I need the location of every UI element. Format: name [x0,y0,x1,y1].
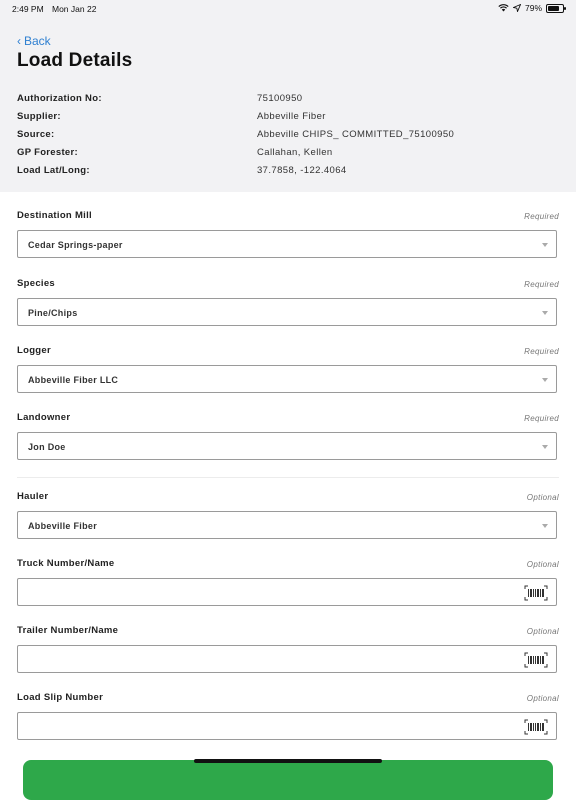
wifi-icon [498,4,509,12]
back-label: Back [24,34,51,48]
logger-select[interactable] [17,365,557,393]
species-hint: Required [524,280,559,289]
load-slip-label: Load Slip Number [17,692,104,703]
page-title: Load Details [17,50,133,71]
load-info [17,89,557,179]
hauler-value: Abbeville Fiber [28,521,98,531]
info-row-source [17,125,557,143]
chevron-left-icon: ‹ [17,34,21,48]
section-divider [17,477,559,478]
info-value: Abbeville CHIPS_ COMMITTED_75100950 [257,128,455,140]
info-row-forester [17,143,557,161]
truck-input[interactable] [17,578,557,606]
location-arrow-icon [513,4,521,12]
hauler-hint: Optional [526,493,559,502]
info-value: Callahan, Kellen [257,146,333,158]
status-bar [0,0,576,18]
trailer-input[interactable] [17,645,557,673]
battery-fill [548,6,559,11]
truck-hint: Optional [526,560,559,569]
hauler-label: Hauler [17,491,49,502]
landowner-hint: Required [524,414,559,423]
status-right [498,3,564,13]
barcode-scan-icon[interactable] [524,719,548,735]
species-label: Species [17,278,56,289]
primary-action-button[interactable] [23,760,553,800]
truck-label: Truck Number/Name [17,558,115,569]
battery-icon [546,4,564,13]
destination-mill-value: Cedar Springs-paper [28,240,123,250]
hauler-select[interactable] [17,511,557,539]
logger-hint: Required [524,347,559,356]
destination-mill-label: Destination Mill [17,210,92,221]
info-row-latlong [17,161,557,179]
status-date: Mon Jan 22 [52,4,97,14]
info-key: Supplier: [17,110,61,122]
info-row-authorization [17,89,557,107]
home-indicator [194,759,382,763]
info-row-supplier [17,107,557,125]
info-key: Source: [17,128,55,140]
landowner-select[interactable] [17,432,557,460]
info-key: GP Forester: [17,146,78,158]
landowner-label: Landowner [17,412,71,423]
chevron-down-icon [542,445,548,449]
battery-percent: 79% [524,3,542,13]
destination-mill-select[interactable] [17,230,557,258]
barcode-scan-icon[interactable] [524,585,548,601]
info-key: Authorization No: [17,92,102,104]
chevron-down-icon [542,311,548,315]
logger-value: Abbeville Fiber LLC [28,375,119,385]
info-value: 37.7858, -122.4064 [257,164,347,176]
landowner-value: Jon Doe [28,442,66,452]
trailer-hint: Optional [526,627,559,636]
info-value: Abbeville Fiber [257,110,326,122]
load-slip-hint: Optional [526,694,559,703]
info-value: 75100950 [257,92,303,104]
chevron-down-icon [542,378,548,382]
logger-label: Logger [17,345,51,356]
load-slip-input[interactable] [17,712,557,740]
barcode-scan-icon[interactable] [524,652,548,668]
destination-mill-hint: Required [524,212,559,221]
species-value: Pine/Chips [28,308,78,318]
chevron-down-icon [542,243,548,247]
status-time: 2:49 PM [12,4,44,14]
chevron-down-icon [542,524,548,528]
trailer-label: Trailer Number/Name [17,625,119,636]
back-button[interactable] [17,34,51,48]
info-key: Load Lat/Long: [17,164,90,176]
species-select[interactable] [17,298,557,326]
